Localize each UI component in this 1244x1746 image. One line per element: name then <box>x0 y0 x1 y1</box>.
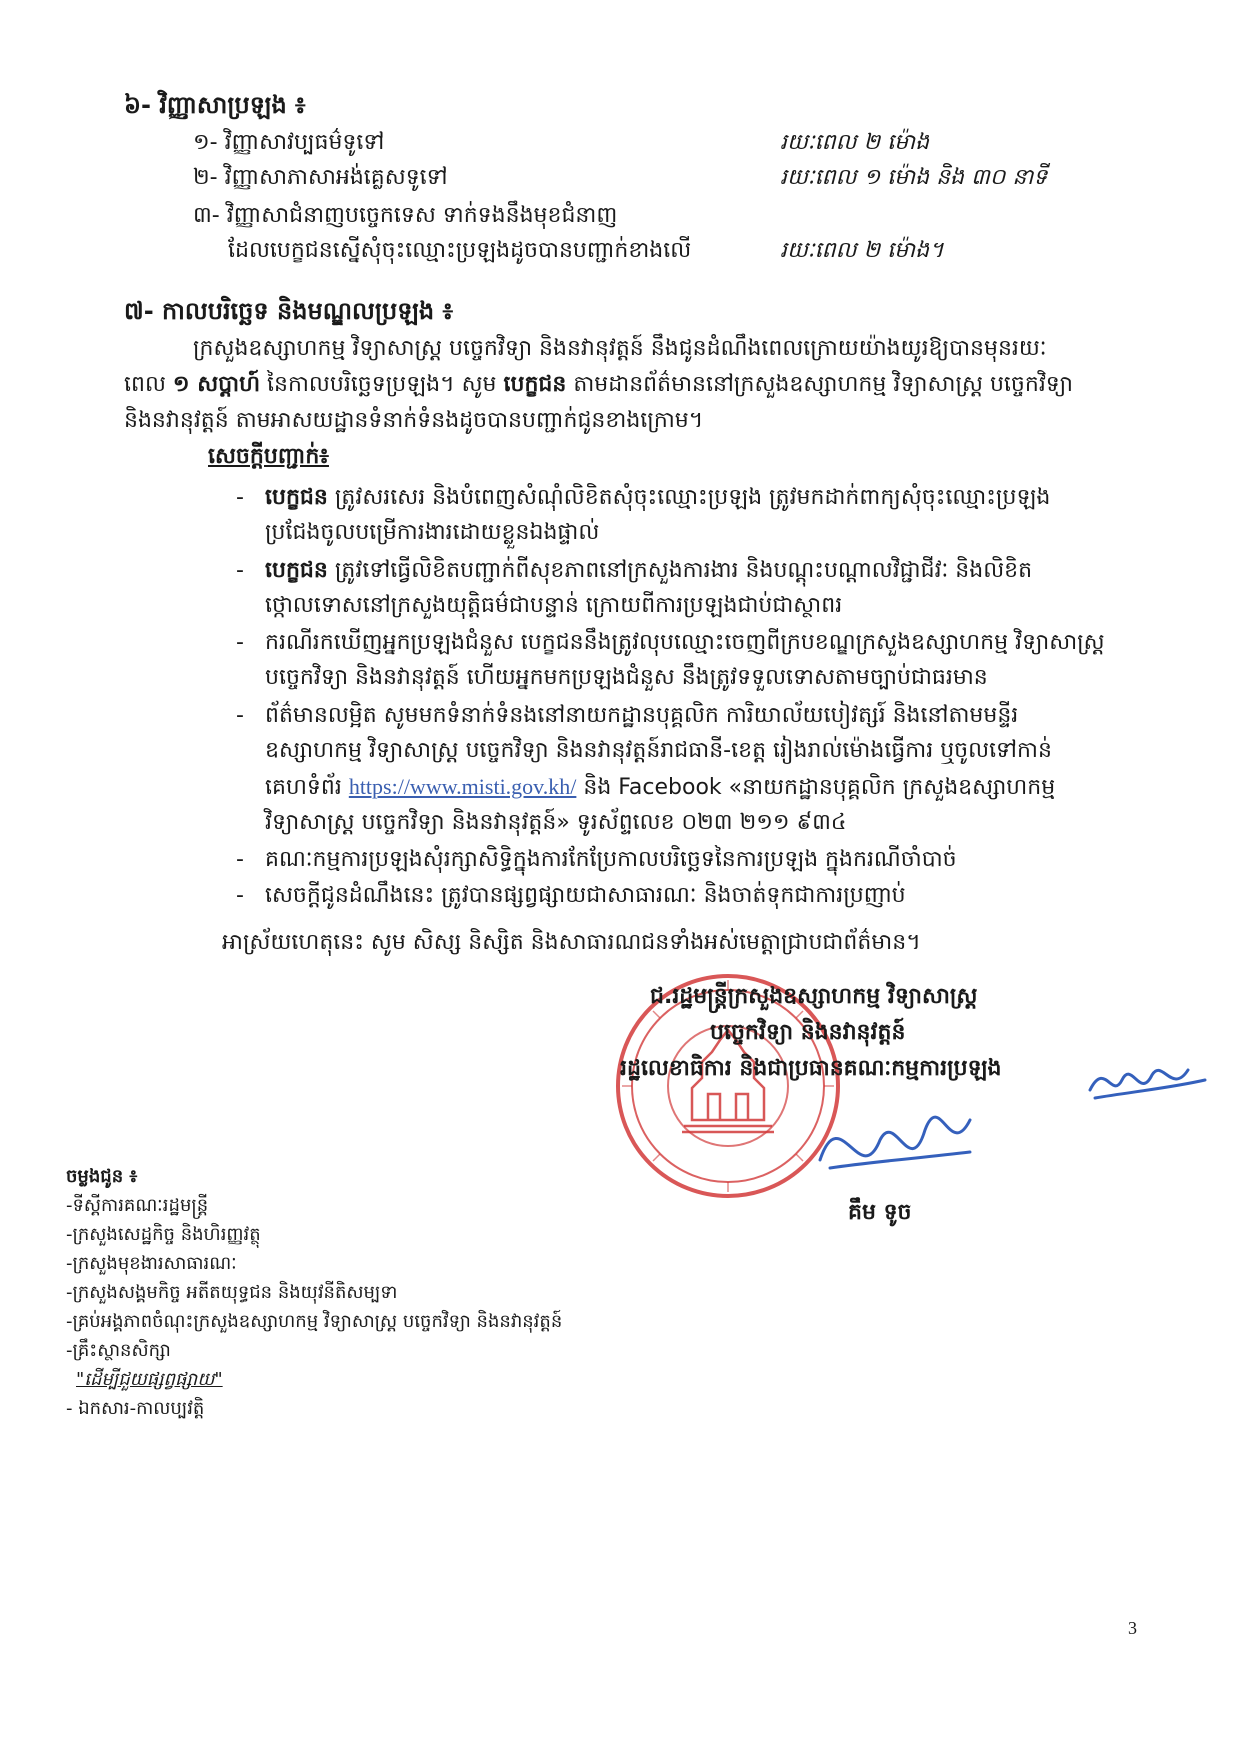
copies-archive: - ឯកសារ-កាលប្បវត្តិ <box>66 1398 205 1419</box>
text-segment: គេហទំព័រ <box>265 775 349 800</box>
exam-item-duration: រយៈពេល ២ ម៉ោង <box>780 130 930 155</box>
text-segment: នៃកាលបរិច្ឆេទប្រឡង។ សូម <box>260 372 504 397</box>
copies-heading: ចម្លងជូន ៖ <box>66 1166 138 1187</box>
copies-item: -គ្រប់អង្គភាពចំណុះក្រសួងឧស្សាហកម្ម វិទ្យាសាស្ត្រ បច្ចេកវិទ្យា និងនវានុវត្តន៍ <box>66 1311 563 1332</box>
exam-item-duration: រយៈពេល ២ ម៉ោង។ <box>780 238 944 263</box>
section6-heading: ៦- វិញ្ញាសាប្រឡង ៖ <box>124 91 306 119</box>
copies-item: -ក្រសួងមុខងារសាធារណៈ <box>66 1253 237 1274</box>
text-segment: ត្រូវសរសេរ និងបំពេញសំណុំលិខិតសុំចុះឈ្មោះប្រឡង ត្រូវមកដាក់ពាក្យសុំចុះឈ្មោះប្រឡង <box>327 485 1051 510</box>
signature-title-line2: បច្ចេកវិទ្យា និងនវានុវត្តន៍ <box>710 1020 906 1045</box>
bullet-dash: - <box>236 485 244 510</box>
note-line <box>265 776 1055 799</box>
text-segment: ត្រូវទៅធ្វើលិខិតបញ្ជាក់ពីសុខភាពនៅក្រសួងការងារ និងបណ្តុះបណ្តាលវិជ្ជាជីវៈ និងលិខិត <box>327 558 1033 583</box>
closing-paragraph: អាស្រ័យហេតុនេះ សូម សិស្ស និស្សិត និងសាធារណជនទាំងអស់មេត្តាជ្រាបជាព័ត៌មាន។ <box>222 930 921 955</box>
note-line: វិទ្យាសាស្ត្រ បច្ចេកវិទ្យា និងនវានុវត្តន៍» ទូរស័ព្ទលេខ ០២៣ ២១១ ៩៣៤ <box>265 810 847 835</box>
exam-item-label: ២- វិញ្ញាសាភាសាអង់គ្លេសទូទៅ <box>193 165 448 190</box>
note-line <box>265 560 1032 582</box>
signature-title-line1: ជ.រដ្ឋមន្ត្រីក្រសួងឧស្សាហកម្ម វិទ្យាសាស្ត្រ <box>650 984 978 1009</box>
copies-item: -ក្រសួងសេដ្ឋកិច្ច និងហិរញ្ញវត្ថុ <box>66 1224 261 1245</box>
section7-heading: ៧- កាលបរិច្ឆេទ និងមណ្ឌលប្រឡង ៖ <box>124 297 454 325</box>
exam-item-label-line2: ដែលបេក្ខជនស្នើសុំចុះឈ្មោះប្រឡងដូចបានបញ្ជាក់ខាងលើ <box>228 238 692 263</box>
notes-heading: សេចក្តីបញ្ជាក់៖ <box>208 444 329 469</box>
text-segment: និង Facebook «នាយកដ្ឋានបុគ្គលិក ក្រសួងឧស្សាហកម្ម <box>576 775 1056 800</box>
note-line: ករណីរកឃើញអ្នកប្រឡងជំនួស បេក្ខជននឹងត្រូវលុបឈ្មោះចេញពីក្របខណ្ឌក្រសួងឧស្សាហកម្ម វិទ្យាសាស្ត្រ <box>265 630 1105 655</box>
bullet-dash: - <box>236 883 244 908</box>
signature-title-line3: រដ្ឋលេខាធិការ និងជាប្រធានគណៈកម្មការប្រឡង <box>620 1056 1002 1081</box>
note-line <box>265 487 1050 509</box>
note-line: ឧស្សាហកម្ម វិទ្យាសាស្ត្រ បច្ចេកវិទ្យា និងនវានុវត្តន៍រាជធានី-ខេត្ត រៀងរាល់ម៉ោងធ្វើការ ឬចូលទៅកាន់ <box>265 738 1052 763</box>
note-line: បច្ចេកវិទ្យា និងនវានុវត្តន៍ ហើយអ្នកមកប្រឡងជំនួស នឹងត្រូវទទួលទោសតាមច្បាប់ជាធរមាន <box>265 665 988 690</box>
text-segment: ពេល <box>124 372 173 397</box>
bullet-dash: - <box>236 847 244 872</box>
text-segment-bold: ១ សប្តាហ៍ <box>172 372 261 397</box>
copies-item: -គ្រឹះស្ថានសិក្សា <box>66 1340 171 1361</box>
exam-item-duration: រយៈពេល ១ ម៉ោង និង ៣០ នាទី <box>780 165 1048 190</box>
copies-item: -ទីស្តីការគណៈរដ្ឋមន្ត្រី <box>66 1195 209 1216</box>
bullet-dash: - <box>236 703 244 728</box>
section7-paragraph-line: និងនវានុវត្តន៍ តាមអាសយដ្ឋានទំនាក់ទំនងដូចបានបញ្ជាក់ជូនខាងក្រោម។ <box>124 408 704 433</box>
bullet-dash: - <box>236 558 244 583</box>
handwritten-signature <box>800 1040 1220 1200</box>
text-segment-bold: បេក្ខជន <box>265 558 328 583</box>
note-line: សេចក្តីជូនដំណឹងនេះ ត្រូវបានផ្សព្វផ្សាយជាសាធារណៈ និងចាត់ទុកជាការប្រញាប់ <box>265 883 906 908</box>
section7-paragraph-line <box>124 374 1073 396</box>
exam-item-label: ១- វិញ្ញាសាវប្បធម៌ទូទៅ <box>193 130 385 155</box>
signatory-name: គឹម ទូច <box>848 1200 912 1225</box>
website-link[interactable]: https://www.misti.gov.kh/ <box>348 774 577 799</box>
note-line: ព័ត៌មានលម្អិត សូមមកទំនាក់ទំនងនៅនាយកដ្ឋានបុគ្គលិក ការិយាល័យបៀវត្សរ៍ និងនៅតាមមន្ទីរ <box>265 703 1019 728</box>
text-segment-bold: បេក្ខជន <box>503 372 567 397</box>
text-segment-bold: បេក្ខជន <box>265 485 328 510</box>
note-line: គណៈកម្មការប្រឡងសុំរក្សាសិទ្ធិក្នុងការកែប្រែកាលបរិច្ឆេទនៃការប្រឡង ក្នុងករណីចាំបាច់ <box>265 847 957 872</box>
bullet-dash: - <box>236 630 244 655</box>
section7-paragraph-line: ក្រសួងឧស្សាហកម្ម វិទ្យាសាស្ត្រ បច្ចេកវិទ្យា និងនវានុវត្តន៍ នឹងជូនដំណឹងពេលក្រោយយ៉ាងយូរឱ្យបានមុនរយៈ <box>193 336 1047 361</box>
copies-item: -ក្រសួងសង្គមកិច្ច អតីតយុទ្ធជន និងយុវនីតិសម្បទា <box>66 1282 398 1303</box>
text-segment: តាមដានព័ត៌មាននៅក្រសួងឧស្សាហកម្ម វិទ្យាសាស្ត្រ បច្ចេកវិទ្យា <box>566 372 1073 397</box>
page-number: 3 <box>1128 1618 1137 1638</box>
note-line: ថ្កោលទោសនៅក្រសួងយុត្តិធម៌ជាបន្ទាន់ ក្រោយពីការប្រឡងជាប់ជាស្ថាពរ <box>265 593 843 618</box>
note-line: ប្រជែងចូលបម្រើការងារដោយខ្លួនឯងផ្ទាល់ <box>265 520 600 545</box>
copies-note: "ដើម្បីជួយផ្សព្វផ្សាយ" <box>76 1369 223 1390</box>
exam-item-label: ៣- វិញ្ញាសាជំនាញបច្ចេកទេស ទាក់ទងនឹងមុខជំនាញ <box>193 203 618 228</box>
